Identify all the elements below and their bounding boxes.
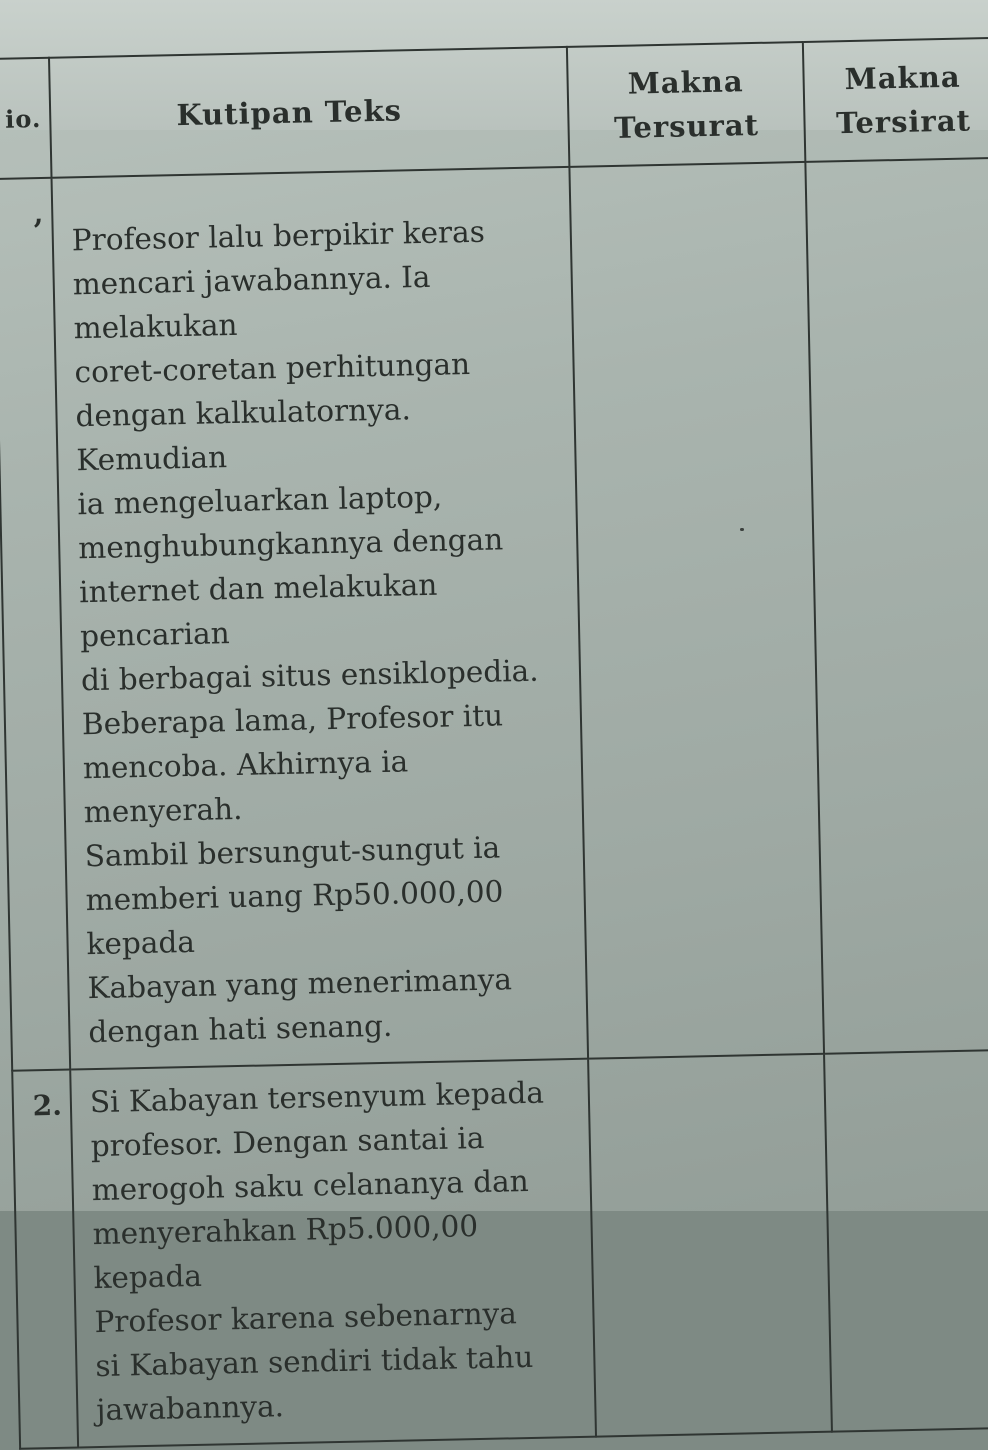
header-explicit-meaning <box>567 42 805 167</box>
ink-speck <box>740 528 744 531</box>
quote-text: Profesor lalu berpikir keras mencari jawabannya. Ia melakukan coret-coretan perhitungan dengan kalkulatornya. Kemudian ia mengeluarkan laptop, menghubungkannya dengan internet dan melakukan pencarian di berbagai situs ensiklopedia. Beberapa lama, Profesor itu mencoba. Akhirnya ia menyerah. Sambil bersungut-sungut ia memberi uang Rp50.000,00 kepada Kabayan yang menerimanya dengan hati senang. <box>52 167 589 1070</box>
meaning-table <box>0 37 988 1450</box>
header-explicit-label: Makna Tersurat <box>613 64 760 145</box>
table-row <box>12 1050 988 1449</box>
implicit-meaning-cell <box>805 158 988 1054</box>
worksheet <box>0 37 988 1450</box>
explicit-meaning-cell <box>588 1054 832 1437</box>
header-no: io. <box>0 58 52 179</box>
quote-text: Si Kabayan tersenyum kepada profesor. Dengan santai ia merogoh saku celananya dan menyerahkan Rp5.000,00 kepada Profesor karena sebenarnya si Kabayan sendiri tidak tahu jawabannya. <box>70 1059 596 1448</box>
header-quote: Kutipan Teks <box>49 47 569 178</box>
table-row <box>0 158 988 1071</box>
explicit-meaning-cell <box>569 162 824 1059</box>
implicit-meaning-cell <box>824 1050 988 1432</box>
row-number: , <box>0 178 70 1071</box>
header-implicit-label: Makna Tersirat <box>835 59 972 141</box>
header-implicit-meaning <box>803 38 988 162</box>
row-number: 2. <box>12 1070 78 1449</box>
table-header-row <box>0 38 988 179</box>
